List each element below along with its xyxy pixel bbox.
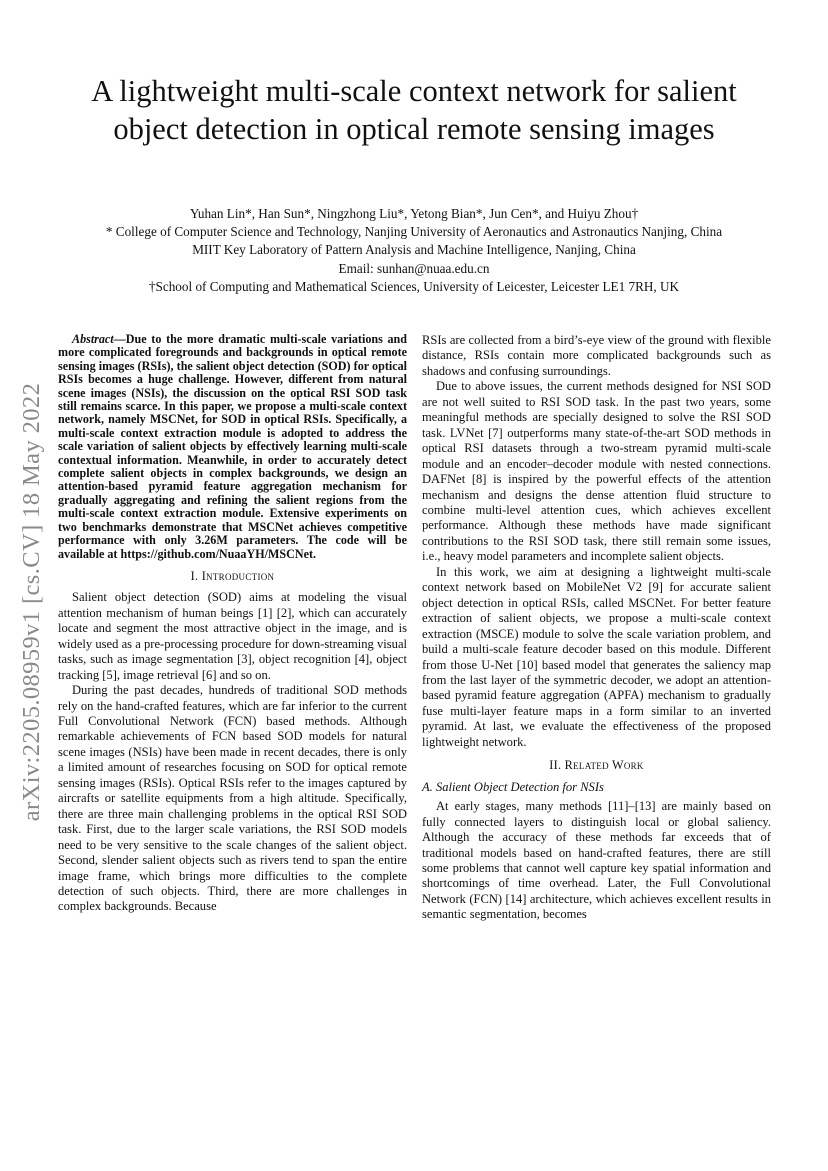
paragraph-continued: RSIs are collected from a bird’s-eye view of the ground with flexible distance, RSIs contain more complicated backgrounds such as shadows and confusing surroundings. <box>422 333 771 378</box>
section-heading-introduction: I. Introduction <box>190 568 275 583</box>
affiliation-leicester: †School of Computing and Mathematical Sciences, University of Leicester, Leicester LE1 7RH, UK <box>148 278 680 294</box>
abstract-text: —Due to the more dramatic multi-scale variations and more complicated foregrounds and backgrounds in optical remote sensing images (RSIs), the salient object detection (SOD) for optical RSIs becomes a huge challenge. However, different from natural scene images (NSIs), the discussion on the optical RSI SOD task still remains scarce. In this paper, we propose a multi-scale context network, namely MSCNet, for SOD in optical RSIs. Specifically, a multi-scale context extraction module is adopted to address the scale variation of salient objects by effectively learning multi-scale contextual information. Meanwhile, in order to accurately detect complete salient objects in complex backgrounds, we design an attention-based pyramid feature aggregation mechanism for gradually aggregating and refining the salient regions from the multi-scale context extraction module. Extensive experiments on two benchmarks demonstrate that MSCNet achieves competitive performance with only 3.26M parameters. The code will be available at https://github.com/NuaaYH/MSCNet. <box>58 332 407 561</box>
left-column <box>58 333 407 915</box>
paragraph: Salient object detection (SOD) aims at modeling the visual attention mechanism of human beings [1] [2], which can accurately locate and segment the most attractive object in the image, and is widely used as a pre-processing procedure for down-streaming visual tasks, such as image segmentation [3], object recognition [4], object tracking [5], image retrieval [6] and so on. <box>58 590 407 682</box>
author-names: Yuhan Lin*, Han Sun*, Ningzhong Liu*, Yetong Bian*, Jun Cen*, and Huiyu Zhou† <box>189 206 639 221</box>
paragraph: During the past decades, hundreds of traditional SOD methods rely on the hand-crafted features, which are far inferior to the current Full Convolutional Network (FCN) based methods. Although remarkable achievements of FCN based SOD models for natural scene images (NSIs) have been made in recent decades, there is only a limited amount of researches focusing on SOD for optical remote sensing images (RSIs). Optical RSIs refer to the images captured by aircrafts or satellite equipments from a high altitude. Specifically, there are three main challenging problems in the optical RSI SOD task. First, due to the larger scale variations, the RSI SOD models need to be very sensitive to the scale changes of the salient object. Second, slender salient objects such as rivers tend to span the entire image frame, which brings more difficulties to the complete detection of such objects. Third, there are more challenges in complex backgrounds. Because <box>58 683 407 914</box>
arxiv-side-stamp <box>12 352 52 852</box>
paragraph: In this work, we aim at designing a lightweight multi-scale context network based on MobileNet V2 [9] for accurate salient object detection in optical RSIs, called MSCNet. For better feature extraction of salient objects, we propose a multi-scale context extraction (MSCE) module to solve the scale variation problem, and build a multi-scale feature decoder based on this module. Different from those U-Net [10] based model that generates the saliency map from the last layer of the symmetric decoder, we adopt an attention-based pyramid feature aggregation (APFA) mechanism to gradually fuse multi-layer feature maps in a form similar to an inverted pyramid. At last, we evaluate the effectiveness of the proposed lightweight network. <box>422 564 771 749</box>
abstract-lead: Abstract <box>72 332 114 346</box>
abstract <box>58 333 407 561</box>
affiliation-miit: MIIT Key Laboratory of Pattern Analysis and Machine Intelligence, Nanjing, China <box>192 242 636 258</box>
subsection-heading-sod-nsis: A. Salient Object Detection for NSIs <box>422 779 604 794</box>
paragraph: Due to above issues, the current methods designed for NSI SOD are not well suited to RSI SOD task. In the past two years, some meaningful methods are specially designed to solve the RSI SOD task. LVNet [7] outperforms many state-of-the-art SOD methods in optical RSI datasets through a two-stream pyramid multi-scale module and an encoder–decoder module with nested connections. DAFNet [8] is inspired by the powerful effects of the attention mechanism and designs the dense attention fluid structure to combine multi-level attention cues, which achieves excellent performance. Although these methods have made significant contributions to the RSI SOD task, there still remain some issues, i.e., heavy model parameters and incomplete salient objects. <box>422 379 771 564</box>
affiliation-nuaa: * College of Computer Science and Technology, Nanjing University of Aeronautics and Astronautics Nanjing, China <box>105 224 723 240</box>
right-column <box>422 333 771 923</box>
section-heading-related-work: II. Related Work <box>549 758 644 773</box>
author-block <box>60 205 768 296</box>
contact-email: Email: sunhan@nuaa.edu.cn <box>338 260 490 276</box>
paragraph: At early stages, many methods [11]–[13] are mainly based on fully connected layers to distinguish local or global saliency. Although the accuracy of these methods far exceeds that of traditional models based on hand-crafted features, there are still some problems that cannot well capture key spatial information and shortcomings of time overhead. Later, the Full Convolutional Network (FCN) [14] architecture, which achieves excellent results in semantic segmentation, becomes <box>422 799 771 922</box>
paper-title: A lightweight multi-scale context network for salient object detection in optical remote sensing images <box>91 74 737 146</box>
arxiv-identifier: arXiv:2205.08959v1 [cs.CV] 18 May 2022 <box>18 382 45 822</box>
